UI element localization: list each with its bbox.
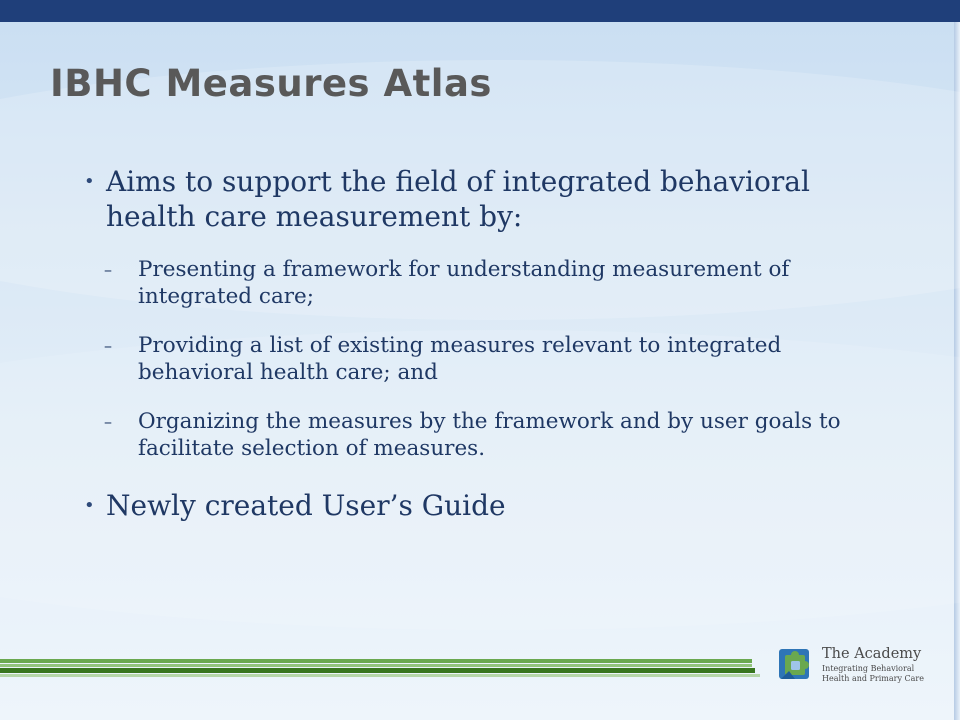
bullet-item (84, 164, 884, 234)
bullet-text: Aims to support the field of integrated behavioral health care measurement by: (106, 165, 810, 233)
sub-bullet-text: Providing a list of existing measures relevant to integrated behavioral health care; and (138, 333, 782, 385)
dash-marker: – (104, 260, 112, 279)
sub-bullet-text: Organizing the measures by the framework and by user goals to facilitate selection of measures. (138, 409, 841, 461)
bullet-list (84, 164, 884, 523)
footer-green-line (0, 659, 752, 663)
dash-marker: – (104, 336, 112, 355)
dash-marker: – (104, 412, 112, 431)
logo-text (822, 646, 924, 684)
bullet-item (84, 488, 884, 523)
bullet-marker: • (84, 495, 95, 516)
sub-bullet-text: Presenting a framework for understanding measurement of integrated care; (138, 257, 790, 309)
puzzle-logo-icon (777, 646, 817, 686)
footer-green-line (0, 664, 752, 667)
logo-tagline: Health and Primary Care (822, 674, 924, 683)
sub-bullet-item (84, 332, 884, 386)
logo-tagline: Integrating Behavioral (822, 664, 915, 673)
academy-logo (777, 644, 937, 692)
sub-bullet-item (84, 408, 884, 462)
footer-green-line (0, 674, 760, 677)
bullet-text: Newly created User’s Guide (106, 489, 506, 522)
footer-green-line (0, 668, 755, 673)
sub-bullet-item (84, 256, 884, 310)
bullet-marker: • (84, 171, 95, 192)
slide-title: IBHC Measures Atlas (50, 62, 492, 105)
logo-name: The Academy (822, 646, 922, 662)
top-bar (0, 0, 960, 22)
